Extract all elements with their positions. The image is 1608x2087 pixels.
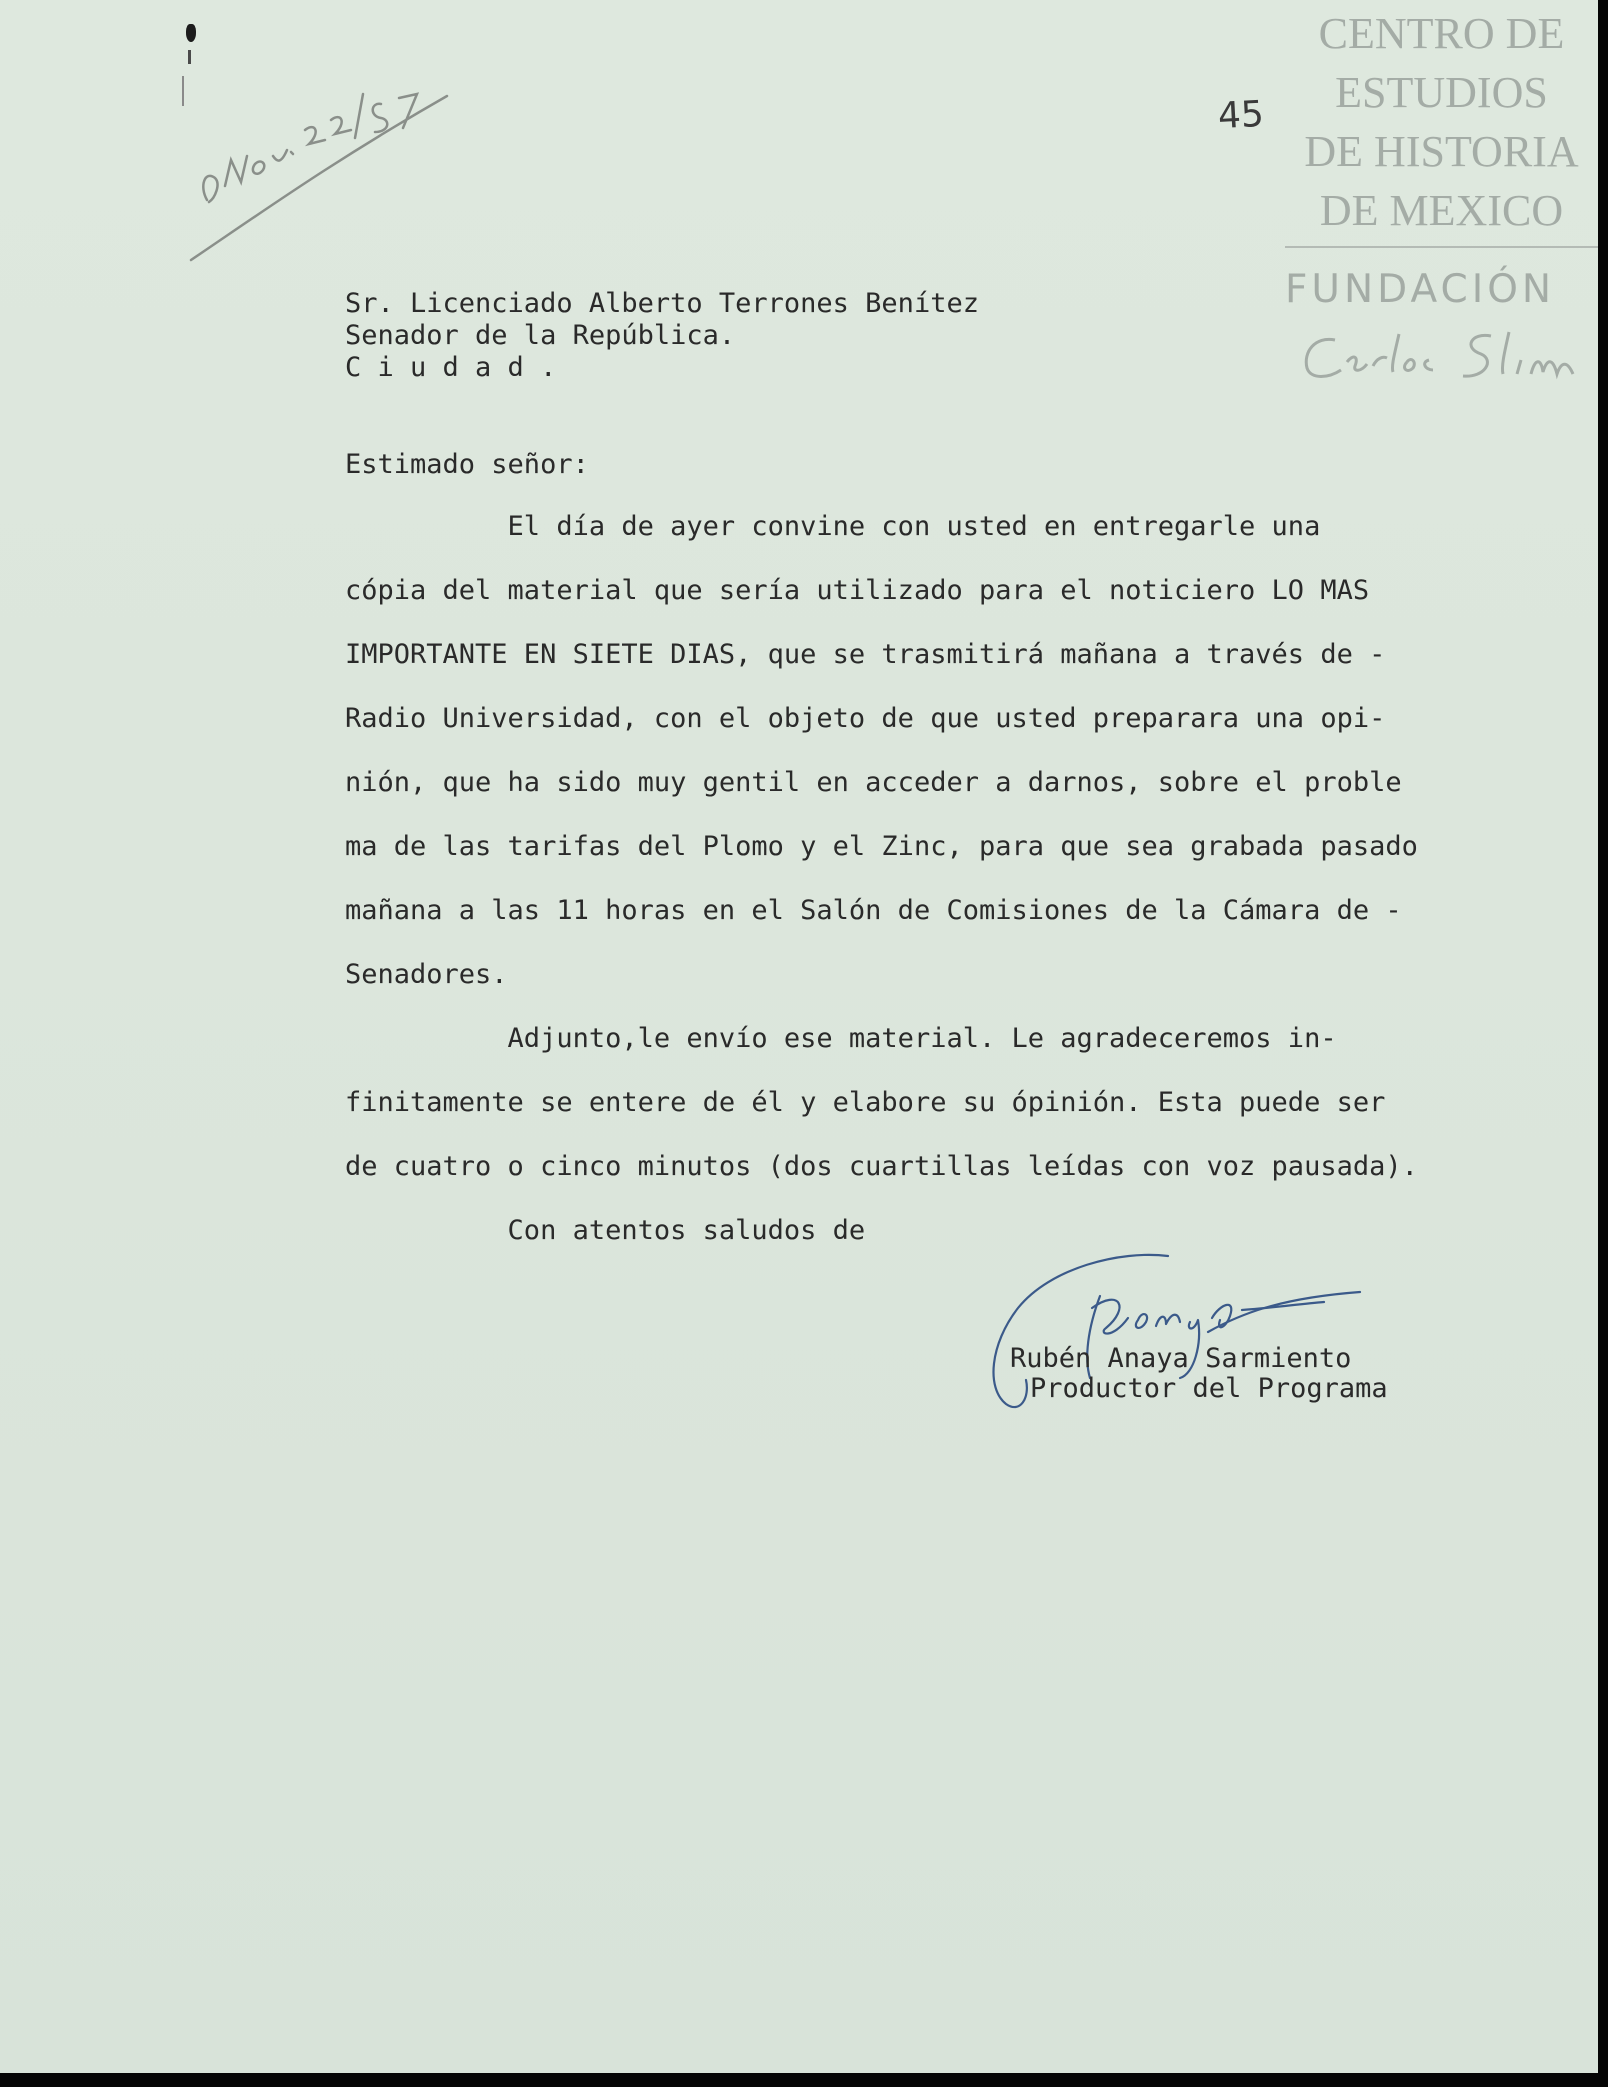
ink-blot [186, 24, 196, 42]
stamp-line-1: CENTRO DE [1318, 9, 1565, 58]
stamp-signature-image [1295, 322, 1595, 392]
salutation: Estimado señor: [345, 449, 589, 480]
stamp-line-3: DE HISTORIA [1304, 127, 1579, 176]
stamp-foundation: FUNDACIÓN [1285, 267, 1556, 312]
body-line: finitamente se entere de él y elabore su ópinión. Esta puede ser [345, 1087, 1386, 1118]
body-line: Con atentos saludos de [345, 1215, 866, 1246]
body-line: IMPORTANTE EN SIETE DIAS, que se trasmitirá mañana a través de - [345, 639, 1386, 670]
body-line: ma de las tarifas del Plomo y el Zinc, para que sea grabada pasado [345, 831, 1418, 862]
body-line: mañana a las 11 horas en el Salón de Comisiones de la Cámara de - [345, 895, 1402, 926]
page-number: 45 [1216, 93, 1265, 138]
stamp-divider [1285, 246, 1598, 248]
body-line: nión, que ha sido muy gentil en acceder a darnos, sobre el proble [345, 767, 1402, 798]
stamp-line-4: DE MEXICO [1319, 186, 1564, 235]
body-line: Senadores. [345, 959, 508, 990]
signatory-title: Productor del Programa [1030, 1373, 1388, 1404]
body-line: El día de ayer convine con usted en entregarle una [345, 511, 1321, 542]
handwritten-date-note [185, 60, 465, 270]
stamp-line-2: ESTUDIOS [1335, 68, 1548, 117]
body-line: cópia del material que sería utilizado para el noticiero LO MAS [345, 575, 1370, 606]
body-line: Radio Universidad, con el objeto de que usted preparara una opi- [345, 703, 1386, 734]
body-line: de cuatro o cinco minutos (dos cuartillas leídas con voz pausada). [345, 1151, 1418, 1182]
addressee-title: Senador de la República. [345, 320, 736, 351]
archive-stamp [1285, 0, 1598, 400]
signatory-name: Rubén Anaya Sarmiento [1010, 1343, 1352, 1374]
body-line: Adjunto,le envío ese material. Le agradeceremos in- [345, 1023, 1337, 1054]
addressee-name: Sr. Licenciado Alberto Terrones Benítez [345, 288, 979, 319]
addressee-city: C i u d a d . [345, 352, 557, 383]
ink-mark [182, 76, 184, 106]
